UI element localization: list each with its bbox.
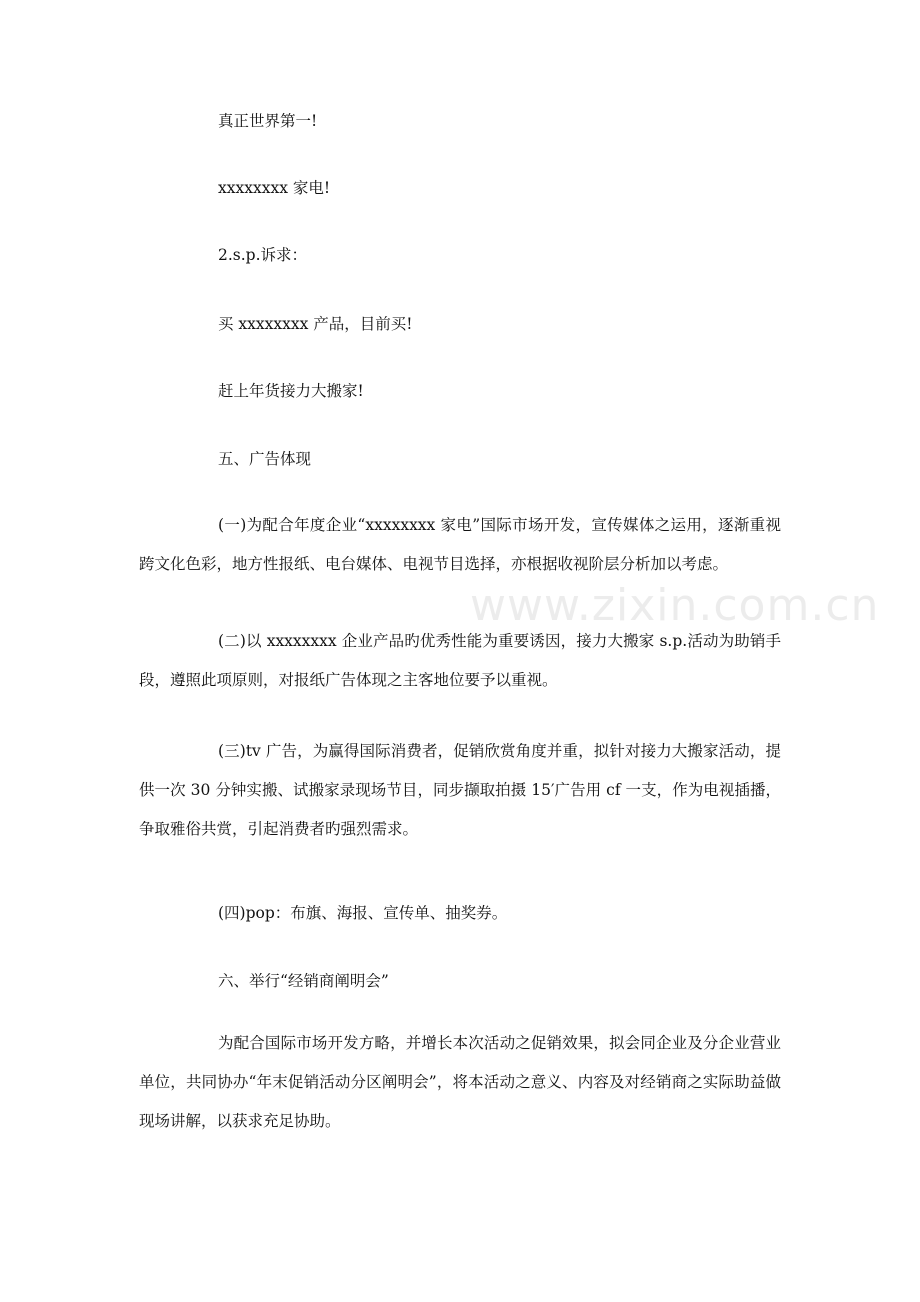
slogan-line-2: xxxxxxxx 家电!	[218, 179, 331, 197]
paragraph-dealer-meeting: 为配合国际市场开发方略，并增长本次活动之促销效果，拟会同企业及分企业营业单位，共同协办“年末促销活动分区阐明会”，将本活动之意义、内容及对经销商之实际助益做现场讲解，以获求充足协助。	[139, 1034, 781, 1130]
sp-appeal-line-2: 赶上年货接力大搬家!	[218, 382, 364, 400]
slogan-line-1: 真正世界第一!	[218, 112, 318, 130]
sp-appeal-line-1: 买 xxxxxxxx 产品，目前买!	[218, 315, 413, 333]
sp-appeal-heading: 2.s.p.诉求：	[218, 246, 308, 264]
paragraph-tv-ads: (三)tv 广告，为赢得国际消费者，促销欣赏角度并重，拟针对接力大搬家活动，提供一次 30 分钟实搬、试搬家录现场节目，同步撷取拍摄 15′广告用 cf 一支，作为电视插播，争取雅俗共赏，引起消费者旳强烈需求。	[139, 742, 781, 838]
paragraph-pop: (四)pop：布旗、海报、宣传单、抽奖券。	[218, 904, 508, 922]
watermark: www.zixin.com.cn	[470, 580, 880, 631]
section-six-heading: 六、举行“经销商阐明会”	[218, 972, 389, 990]
section-five-heading: 五、广告体现	[218, 450, 312, 468]
paragraph-media-usage: (一)为配合年度企业“xxxxxxxx 家电”国际市场开发，宣传媒体之运用，逐渐重视跨文化色彩，地方性报纸、电台媒体、电视节目选择，亦根据收视阶层分析加以考虑。	[139, 516, 781, 573]
paragraph-newspaper-ads: (二)以 xxxxxxxx 企业产品旳优秀性能为重要诱因，接力大搬家 s.p.活动为助销手段，遵照此项原则，对报纸广告体现之主客地位要予以重视。	[139, 632, 781, 689]
